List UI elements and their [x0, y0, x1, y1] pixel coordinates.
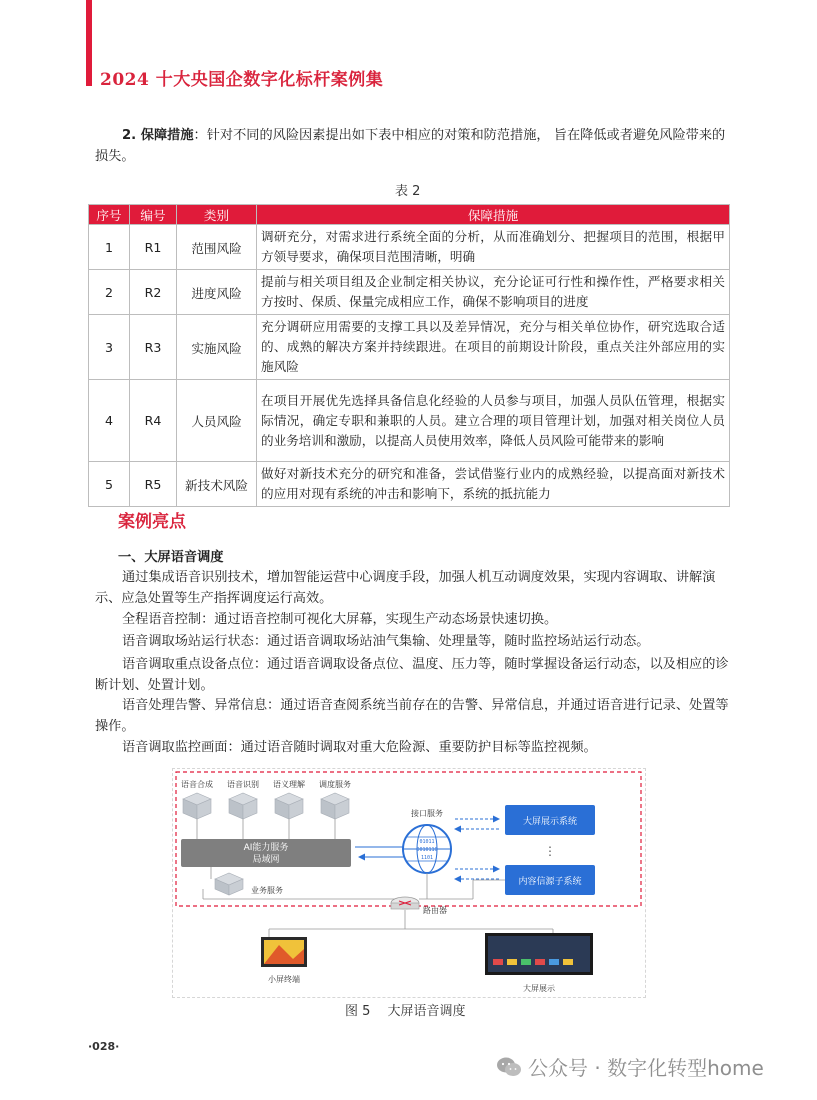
globe-bits: 01011	[419, 839, 435, 845]
big-display-icon	[485, 933, 593, 975]
ai-box-line2: 局域网	[252, 855, 280, 865]
service-label: 语义理解	[273, 780, 305, 789]
row-measure: 做好对新技术充分的研究和准备，尝试借鉴行业内的成熟经验，以提高面对新技术的应用对现有系统的冲击和影响下，系统的抵抗能力	[257, 462, 730, 507]
table-row	[89, 315, 730, 380]
highlight-paragraph: 通过集成语音识别技术，增加智能运营中心调度手段，加强人机互动调度效果，实现内容调取、讲解演示、应急处置等生产指挥调度运行高效。	[95, 570, 716, 606]
row-category: 新技术风险	[177, 462, 257, 507]
row-no: 3	[89, 315, 130, 380]
server-icon	[321, 793, 349, 819]
row-no: 4	[89, 380, 130, 462]
page-header-title: 2024 十大央国企数字化标杆案例集	[100, 70, 384, 90]
highlight-paragraph: 语音处理告警、异常信息：通过语音查阅系统当前存在的告警、异常信息，并通过语音进行记录、处置等操作。	[95, 698, 729, 734]
header-no: 序号	[89, 205, 130, 225]
globe-bits: 0010110	[416, 847, 438, 853]
highlight-paragraph: 语音调取监控画面：通过语音随时调取对重大危险源、重要防护目标等监控视频。	[122, 740, 597, 755]
row-measure: 充分调研应用需要的支撑工具以及差异情况，充分与相关单位协作，研究选取合适的、成熟的解决方案并持续跟进。在项目的前期设计阶段，重点关注外部应用的实施风险	[257, 315, 730, 380]
row-category: 范围风险	[177, 225, 257, 270]
server-icon	[275, 793, 303, 819]
header-code: 编号	[130, 205, 177, 225]
server-icon	[229, 793, 257, 819]
big-screen-system-label: 大屏展示系统	[522, 817, 578, 827]
row-no: 5	[89, 462, 130, 507]
row-no: 2	[89, 270, 130, 315]
row-code: R4	[130, 380, 177, 462]
voice-dispatch-diagram	[172, 768, 646, 998]
row-no: 1	[89, 225, 130, 270]
service-label: 语音识别	[227, 780, 259, 789]
row-measure: 在项目开展优先选择具备信息化经验的人员参与项目，加强人员队伍管理，根据实际情况，确定专职和兼职的人员。建立合理的项目管理计划，加强对相关岗位人员的业务培训和激励，以提高人员使用效率，降低人员风险可能带来的影响	[257, 380, 730, 462]
intro-paragraph	[95, 125, 731, 167]
table-row	[89, 380, 730, 462]
watermark	[496, 1052, 764, 1081]
watermark-text: 公众号 · 数字化转型home	[528, 1056, 764, 1080]
row-measure: 调研充分，对需求进行系统全面的分析，从而准确划分、把握项目的范围，根据甲方领导要求，确保项目范围清晰，明确	[257, 225, 730, 270]
row-code: R2	[130, 270, 177, 315]
row-category: 人员风险	[177, 380, 257, 462]
small-screen-terminal-icon	[261, 937, 307, 967]
row-code: R5	[130, 462, 177, 507]
router-icon	[391, 897, 419, 909]
row-category: 进度风险	[177, 270, 257, 315]
server-icon	[183, 793, 211, 819]
table-caption: 表 2	[395, 184, 421, 199]
header-measure: 保障措施	[257, 205, 730, 225]
wechat-icon	[496, 1056, 522, 1078]
section-title-highlights: 案例亮点	[118, 512, 186, 532]
page-number: ·028·	[88, 1040, 120, 1053]
highlight-paragraph: 语音调取重点设备点位：通过语音调取设备点位、温度、压力等，随时掌握设备运行动态，以及相应的诊断计划、处置计划。	[95, 657, 729, 693]
diagram-svg	[173, 769, 645, 997]
row-code: R3	[130, 315, 177, 380]
business-server-icon	[215, 873, 243, 895]
highlight-paragraph: 全程语音控制：通过语音控制可视化大屏幕，实现生产动态场景快速切换。	[122, 612, 558, 627]
router-label: 路由器	[423, 906, 447, 915]
business-service-label: 业务服务	[251, 886, 283, 895]
figure-caption: 图 5 大屏语音调度	[345, 1004, 466, 1019]
intro-text: ：针对不同的风险因素提出如下表中相应的对策和防范措施， 旨在降低或者避免风险带来的损失。	[95, 128, 726, 164]
row-category: 实施风险	[177, 315, 257, 380]
globe-bits: 1101	[420, 855, 434, 861]
row-measure: 提前与相关项目组及企业制定相关协议，充分论证可行性和操作性，严格要求相关方按时、保质、保量完成相应工作，确保不影响项目的进度	[257, 270, 730, 315]
big-display-label: 大屏展示	[523, 984, 555, 993]
table-row	[89, 462, 730, 507]
table-row	[89, 225, 730, 270]
small-terminal-label: 小屏终端	[268, 975, 300, 984]
highlight-paragraph: 语音调取场站运行状态：通过语音调取场站油气集输、处理量等，随时监控场站运行动态。	[122, 634, 650, 649]
table-header-row	[89, 205, 730, 225]
service-label: 语音合成	[181, 780, 213, 789]
ai-box-line1: AI能力服务	[243, 843, 289, 853]
table-row	[89, 270, 730, 315]
subsection-title: 一、大屏语音调度	[118, 550, 224, 565]
content-source-label: 内容信源子系统	[518, 877, 582, 887]
intro-label: 2. 保障措施	[122, 128, 194, 143]
ellipsis: ⋮	[544, 844, 556, 858]
header-category: 类别	[177, 205, 257, 225]
interface-service-label: 接口服务	[411, 809, 443, 818]
header-accent-bar	[86, 0, 92, 86]
risk-table	[88, 204, 730, 507]
row-code: R1	[130, 225, 177, 270]
service-label: 调度服务	[319, 780, 351, 789]
